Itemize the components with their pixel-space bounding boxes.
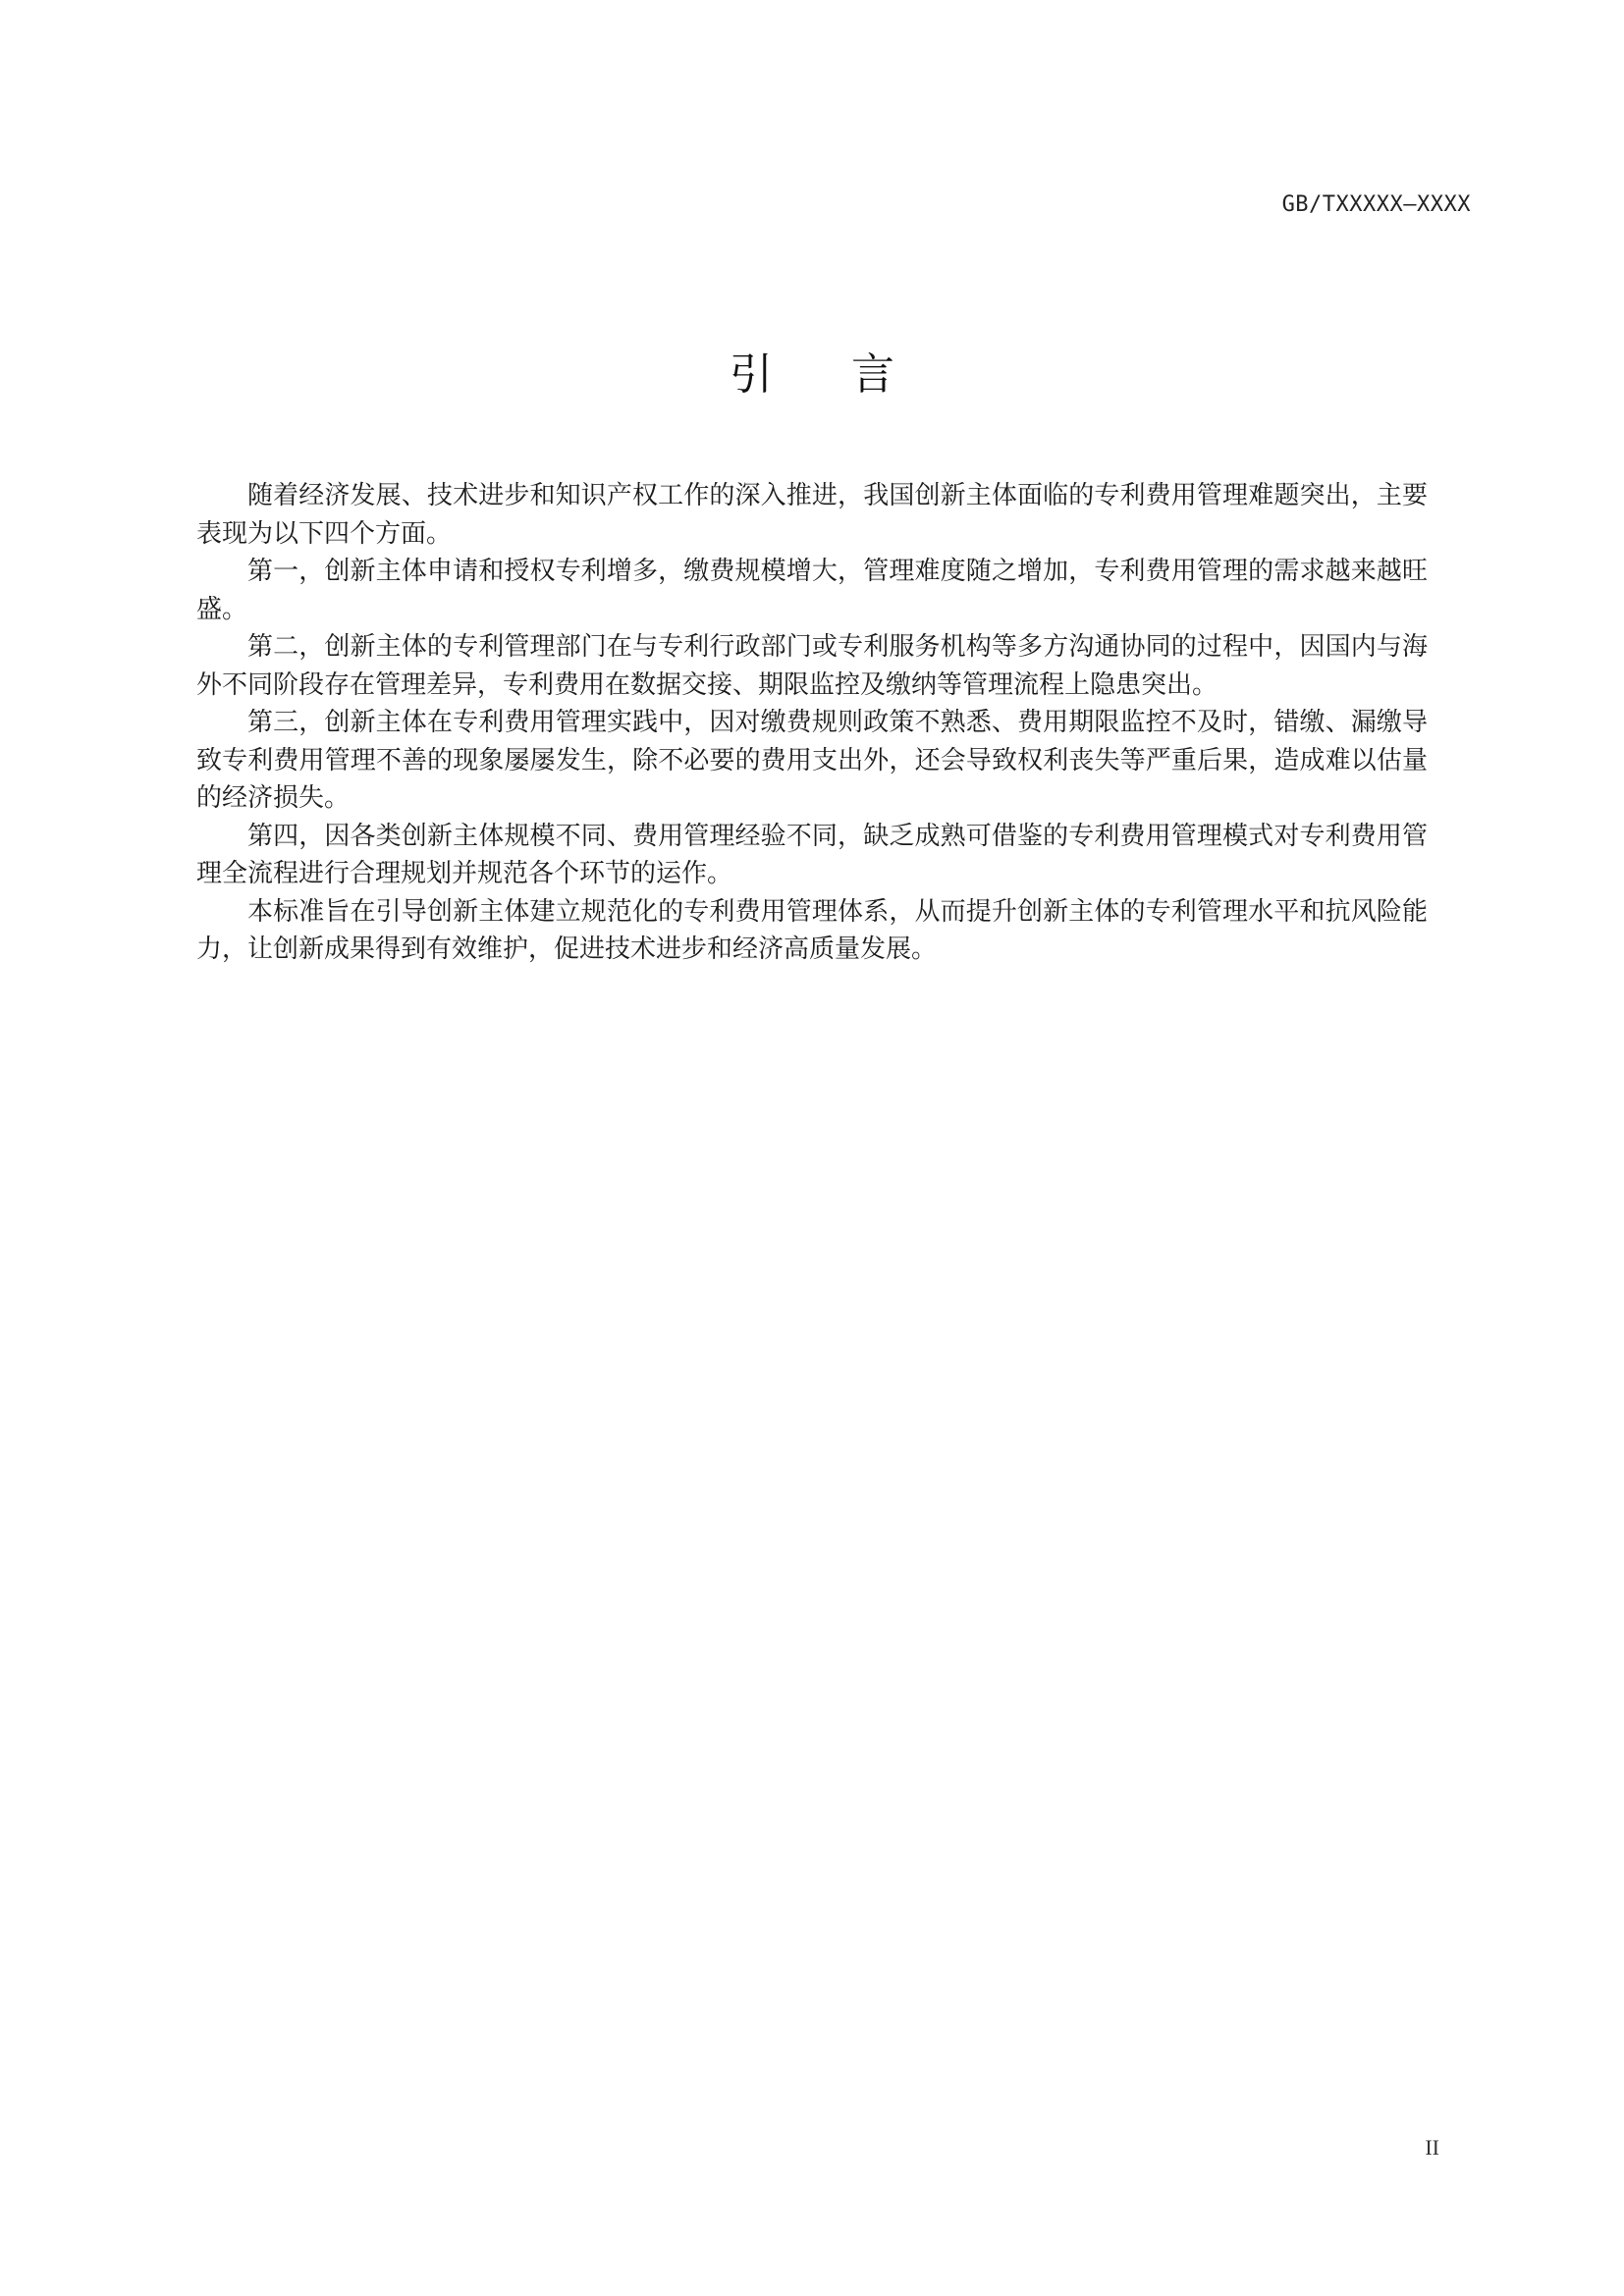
introduction-body xyxy=(196,477,1428,969)
paragraph-first: 第一，创新主体申请和授权专利增多，缴费规模增大，管理难度随之增加，专利费用管理的需求越来越旺盛。 xyxy=(196,557,1428,624)
page-title: 引言 xyxy=(730,349,973,400)
paragraph-second: 第二，创新主体的专利管理部门在与专利行政部门或专利服务机构等多方沟通协同的过程中，因国内与海外不同阶段存在管理差异，专利费用在数据交接、期限监控及缴纳等管理流程上隐患突出。 xyxy=(196,632,1428,700)
intro-paragraph: 随着经济发展、技术进步和知识产权工作的深入推进，我国创新主体面临的专利费用管理难题突出，主要表现为以下四个方面。 xyxy=(196,481,1428,549)
paragraph-third: 第三，创新主体在专利费用管理实践中，因对缴费规则政策不熟悉、费用期限监控不及时，错缴、漏缴导致专利费用管理不善的现象屡屡发生，除不必要的费用支出外，还会导致权利丧失等严重后果，造成难以估量的经济损失。 xyxy=(196,708,1428,813)
paragraph-fourth: 第四，因各类创新主体规模不同、费用管理经验不同，缺乏成熟可借鉴的专利费用管理模式对专利费用管理全流程进行合理规划并规范各个环节的运作。 xyxy=(196,821,1428,888)
standard-code: GB/TXXXXX—XXXX xyxy=(1281,192,1471,217)
paragraph-purpose: 本标准旨在引导创新主体建立规范化的专利费用管理体系，从而提升创新主体的专利管理水平和抗风险能力，让创新成果得到有效维护，促进技术进步和经济高质量发展。 xyxy=(196,896,1428,964)
page-number: II xyxy=(1425,2135,1439,2160)
